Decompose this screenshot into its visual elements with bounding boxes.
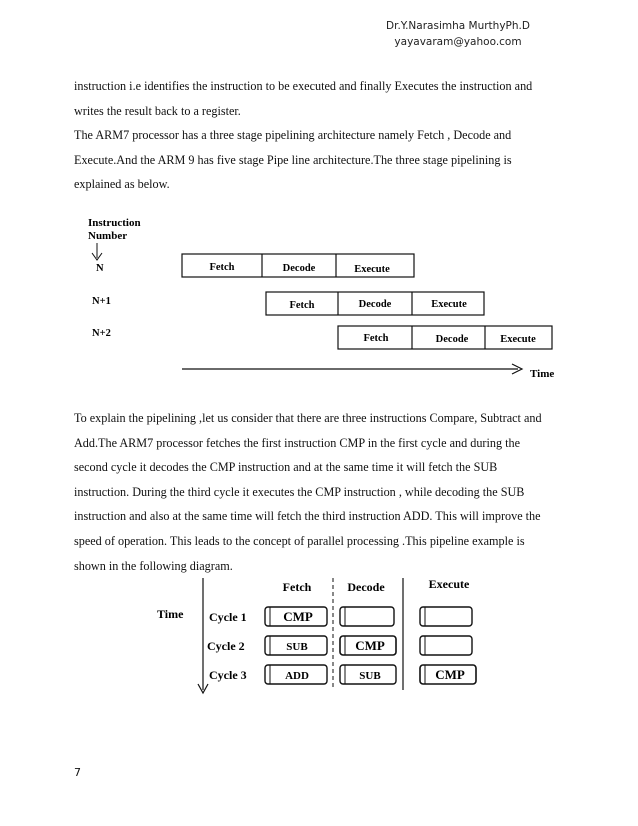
time-label: Time	[157, 607, 184, 621]
execute-cell: CMP	[435, 667, 465, 682]
register-box	[340, 607, 394, 626]
column-fetch: Fetch	[282, 580, 312, 594]
stage-decode: Decode	[435, 334, 469, 345]
text-line: shown in the following diagram.	[74, 558, 233, 573]
stage-fetch: Fetch	[209, 262, 235, 273]
time-axis-label: Time	[530, 368, 555, 380]
row-label-n-plus-2: N+2	[92, 328, 111, 339]
text-line: To explain the pipelining ,let us consider that there are three instructions Compare, Subtract and	[74, 411, 542, 425]
column-execute: Execute	[428, 577, 470, 591]
stage-execute: Execute	[354, 264, 390, 275]
decode-cell: CMP	[355, 638, 385, 653]
row-label-n-plus-1: N+1	[92, 296, 111, 307]
header-email: yayavaram@yahoo.com	[394, 36, 522, 48]
register-box	[420, 607, 472, 626]
text-line: The ARM7 processor has a three stage pipelining architecture namely Fetch , Decode and	[74, 128, 512, 143]
stage-fetch: Fetch	[289, 300, 315, 311]
text-line: writes the result back to a register.	[74, 103, 241, 118]
text-line: Add.The ARM7 processor fetches the first instruction CMP in the first cycle and during the	[74, 435, 520, 450]
cycle-label: Cycle 1	[209, 610, 247, 624]
stage-decode: Decode	[358, 299, 392, 310]
row-label-n: N	[96, 263, 104, 274]
decode-cell: SUB	[359, 670, 381, 682]
text-line: speed of operation. This leads to the concept of parallel processing .This pipeline example is	[74, 533, 525, 548]
text-line: second cycle it decodes the CMP instruction and at the same time it will fetch the SUB	[74, 460, 498, 475]
text-line: explained as below.	[74, 177, 170, 192]
stage-execute: Execute	[500, 334, 536, 345]
fetch-cell: SUB	[286, 641, 308, 653]
text-line: instruction i.e identifies the instruction to be executed and finally Executes the instruction and	[74, 79, 533, 93]
fetch-cell: CMP	[283, 609, 313, 624]
cycle-label: Cycle 3	[209, 668, 247, 682]
header-author: Dr.Y.Narasimha MurthyPh.D	[386, 20, 530, 32]
text-line: instruction. During the third cycle it executes the CMP instruction , while decoding the SUB	[74, 484, 525, 499]
number-axis-label: Number	[88, 230, 128, 242]
fetch-cell: ADD	[285, 670, 309, 682]
register-box	[420, 636, 472, 655]
stage-decode: Decode	[282, 263, 316, 274]
page-number: 7	[74, 766, 81, 779]
instruction-axis-label: Instruction	[88, 217, 141, 229]
cycle-label: Cycle 2	[207, 639, 245, 653]
text-line: instruction and also at the same time will fetch the third instruction ADD. This will improve the	[74, 509, 541, 524]
column-decode: Decode	[347, 580, 385, 594]
text-line: Execute.And the ARM 9 has five stage Pipe line architecture.The three stage pipelining is	[74, 152, 512, 167]
stage-execute: Execute	[431, 299, 467, 310]
stage-fetch: Fetch	[363, 333, 389, 344]
